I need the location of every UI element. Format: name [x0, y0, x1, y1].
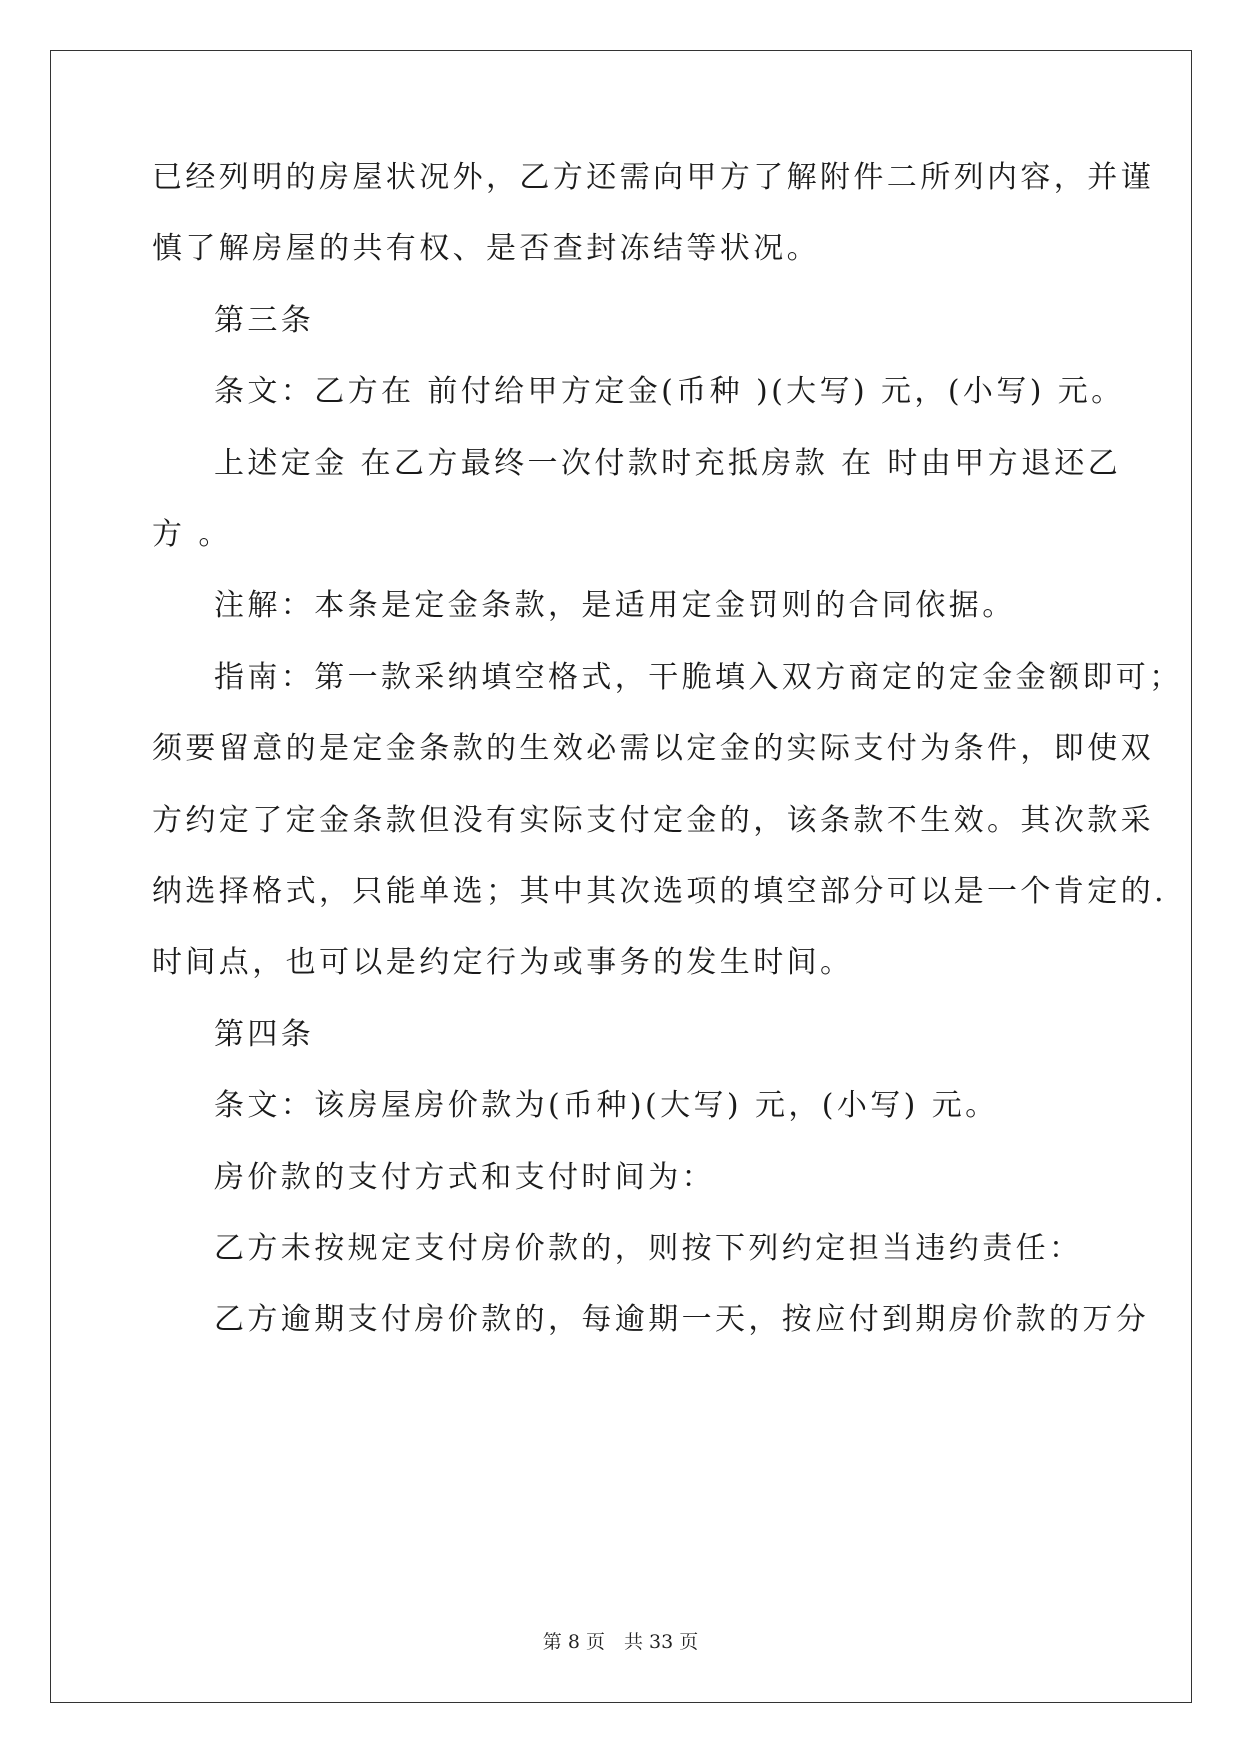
- text-line: 时间点，也可以是约定行为或事务的发生时间。: [152, 945, 854, 980]
- text-line: 乙方未按规定支付房价款的，则按下列约定担当违约责任：: [214, 1231, 1083, 1266]
- text-line: 指南：第一款采纳填空格式，干脆填入双方商定的定金金额即可；: [214, 660, 1183, 695]
- text-line: 方 。: [152, 517, 232, 552]
- page-number: 第 8 页 共 33 页: [542, 1631, 699, 1653]
- text-line: 已经列明的房屋状况外，乙方还需向甲方了解附件二所列内容，并谨: [152, 160, 1154, 195]
- text-line: 注解：本条是定金条款，是适用定金罚则的合同依据。: [214, 588, 1016, 623]
- text-line: 房价款的支付方式和支付时间为：: [214, 1160, 715, 1195]
- text-line: 乙方逾期支付房价款的，每逾期一天，按应付到期房价款的万分: [214, 1302, 1150, 1337]
- section-heading-3: 第三条: [214, 303, 315, 338]
- text-line: 纳选择格式，只能单选；其中其次选项的填空部分可以是一个肯定的.: [152, 874, 1167, 909]
- text-line: 慎了解房屋的共有权、是否查封冻结等状况。: [152, 231, 820, 266]
- section-heading-4: 第四条: [214, 1017, 315, 1052]
- text-line: 条文：乙方在 前付给甲方定金(币种 )(大写) 元，(小写) 元。: [214, 374, 1125, 409]
- text-line: 方约定了定金条款但没有实际支付定金的，该条款不生效。其次款采: [152, 803, 1154, 838]
- text-line: 须要留意的是定金条款的生效必需以定金的实际支付为条件，即使双: [152, 731, 1154, 766]
- text-line: 条文：该房屋房价款为(币种)(大写) 元，(小写) 元。: [214, 1088, 999, 1123]
- text-line: 上述定金 在乙方最终一次付款时充抵房款 在 时由甲方退还乙: [214, 446, 1122, 481]
